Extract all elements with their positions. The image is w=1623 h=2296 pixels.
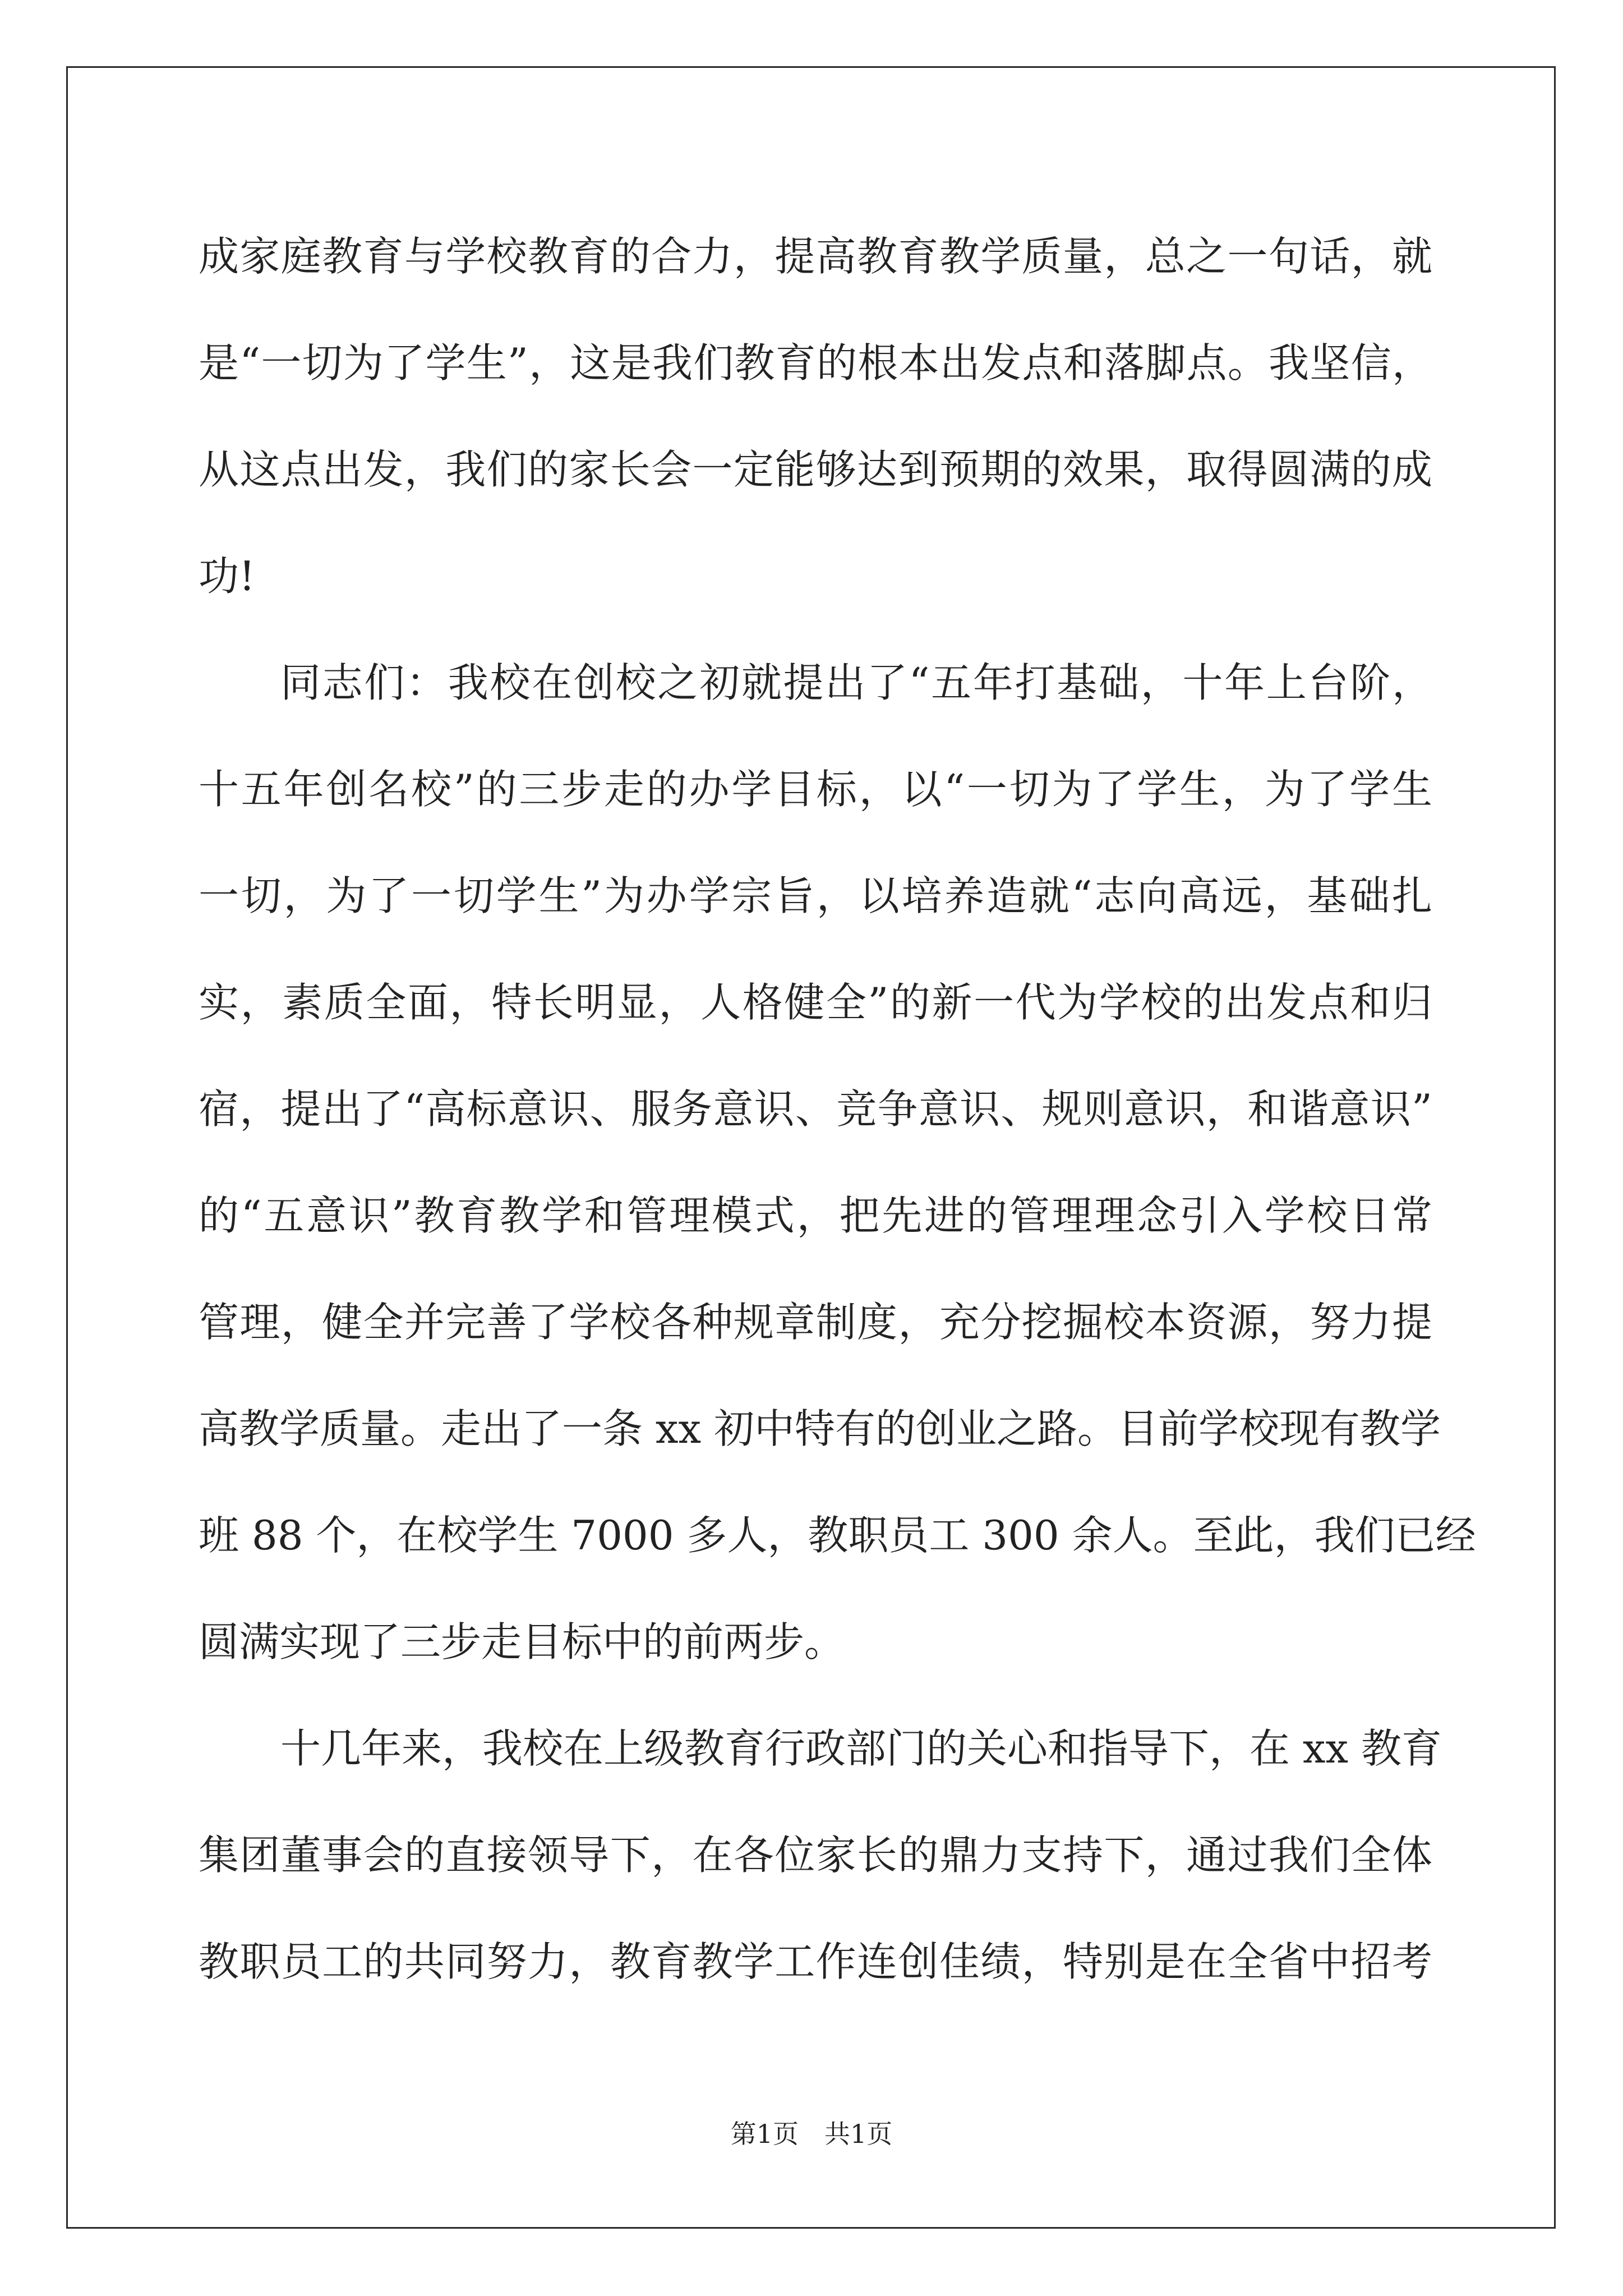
paragraph-first-line: 同志们：我校在创校之初就提出了“五年打基础，十年上台阶， xyxy=(280,659,1432,706)
text-line: 是“一切为了学生”，这是我们教育的根本出发点和落脚点。我坚信， xyxy=(199,339,1432,386)
text-line: 宿，提出了“高标意识、服务意识、竞争意识、规则意识，和谐意识” xyxy=(199,1085,1432,1133)
page-number-footer: 第1页 共1页 xyxy=(730,2119,893,2149)
text-line: 十五年创名校”的三步走的办学目标，以“一切为了学生，为了学生 xyxy=(199,766,1432,813)
text-line: 实，素质全面，特长明显，人格健全”的新一代为学校的出发点和归 xyxy=(199,979,1432,1026)
text-line: 成家庭教育与学校教育的合力，提高教育教学质量，总之一句话，就 xyxy=(199,233,1432,280)
text-line: 一切，为了一切学生”为办学宗旨，以培养造就“志向高远，基础扎 xyxy=(199,872,1432,919)
text-line: 从这点出发，我们的家长会一定能够达到预期的效果，取得圆满的成 xyxy=(199,446,1432,493)
document-body xyxy=(199,203,1476,2015)
text-line: 管理，健全并完善了学校各种规章制度，充分挖掘校本资源，努力提 xyxy=(199,1299,1432,1346)
text-line: 高教学质量。走出了一条 xx 初中特有的创业之路。目前学校现有教学 xyxy=(199,1405,1441,1452)
paragraph-first-line: 十几年来，我校在上级教育行政部门的关心和指导下，在 xx 教育 xyxy=(280,1725,1442,1772)
text-line: 班 88 个，在校学生 7000 多人，教职员工 300 余人。至此，我们已经 xyxy=(199,1512,1476,1559)
text-line: 教职员工的共同努力，教育教学工作连创佳绩，特别是在全省中招考 xyxy=(199,1938,1432,1985)
text-line: 的“五意识”教育教学和管理模式，把先进的管理理念引入学校日常 xyxy=(199,1192,1432,1239)
text-line: 功! xyxy=(199,553,255,600)
text-line: 圆满实现了三步走目标中的前两步。 xyxy=(199,1618,845,1665)
text-line: 集团董事会的直接领导下，在各位家长的鼎力支持下，通过我们全体 xyxy=(199,1832,1432,1879)
